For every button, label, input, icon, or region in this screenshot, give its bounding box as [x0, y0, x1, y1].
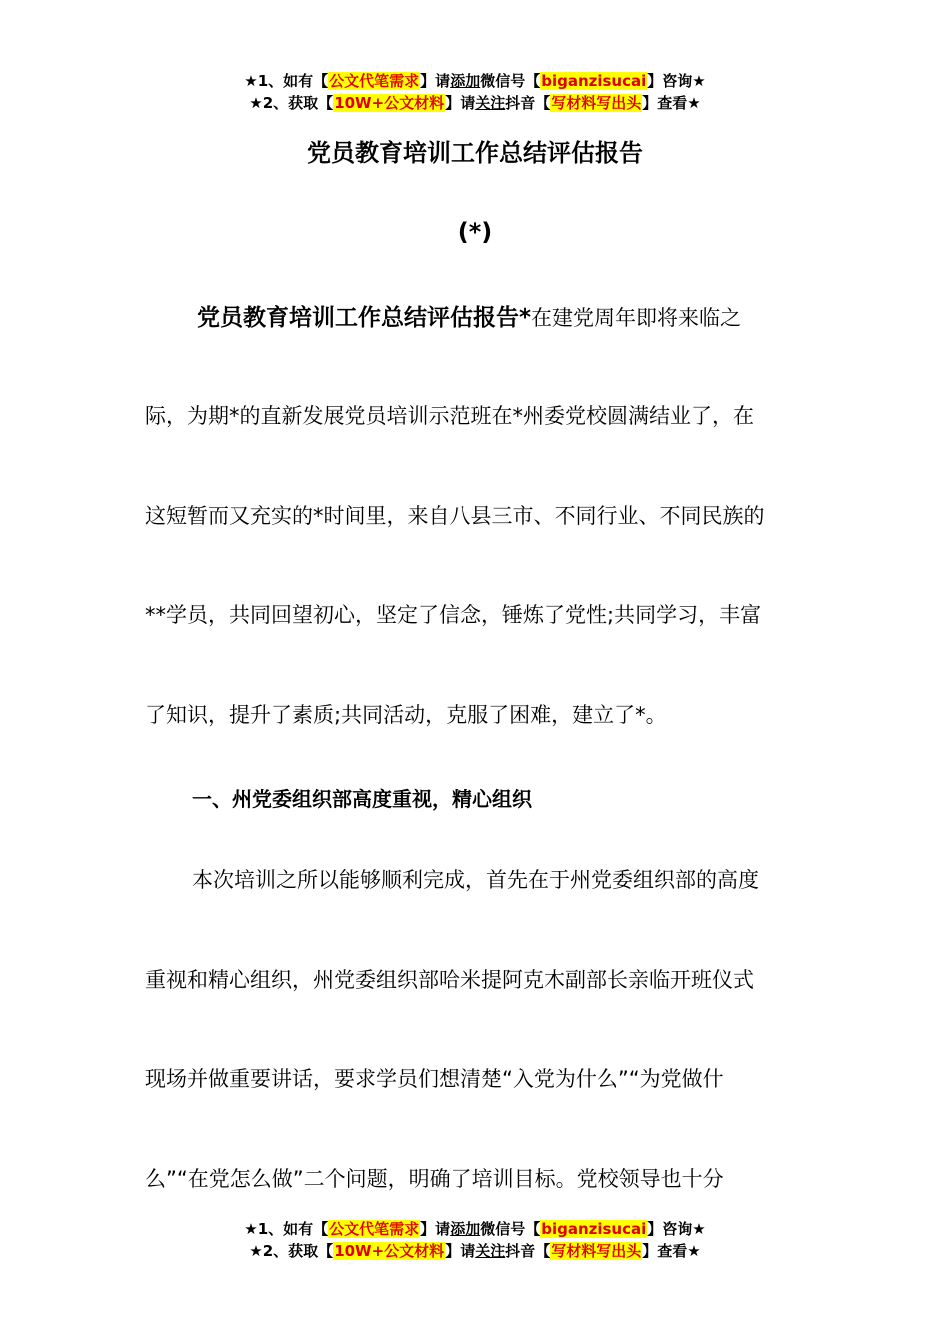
highlight-douyin: 写材料写出头: [551, 1242, 642, 1260]
highlight-materials: 10W+公文材料: [334, 94, 445, 112]
banner-underline: 添加: [450, 1220, 481, 1238]
highlight-materials: 10W+公文材料: [334, 1242, 445, 1260]
banner-text: 】咨询★: [647, 1220, 706, 1238]
paragraph-line: **学员，共同回望初心，坚定了信念，锤炼了党性;共同学习，丰富: [145, 603, 762, 627]
highlight-douyin: 写材料写出头: [551, 94, 642, 112]
paragraph-line: 这短暂而又充实的*时间里，来自八县三市、不同行业、不同民族的: [145, 504, 765, 528]
section-heading-1: 一、州党委组织部高度重视，精心组织: [192, 787, 532, 811]
banner-line-1: [0, 1218, 950, 1240]
paragraph-2-first-line: 本次培训之所以能够顺利完成，首先在于州党委组织部的高度: [192, 868, 759, 892]
highlight-wechat-id: biganzisucai: [541, 1220, 647, 1238]
banner-underline: 关注: [475, 94, 506, 112]
highlight-wechat-id: biganzisucai: [541, 72, 647, 90]
banner-text: 微信号【: [480, 1220, 541, 1238]
banner-text: 】请: [420, 72, 451, 90]
paragraph-line: 么”“在党怎么做”二个问题，明确了培训目标。党校领导也十分: [145, 1167, 724, 1191]
banner-line-2: [0, 1240, 950, 1262]
banner-line-2: [0, 92, 950, 114]
bottom-banner: [0, 1218, 950, 1262]
banner-text: 微信号【: [480, 72, 541, 90]
banner-text: 抖音【: [505, 94, 551, 112]
paragraph-line: 重视和精心组织，州党委组织部哈米提阿克木副部长亲临开班仪式: [145, 968, 754, 992]
document-subtitle: (*): [457, 218, 493, 246]
paragraph-1-first-line: [197, 303, 741, 333]
banner-line-1: [0, 70, 950, 92]
banner-text: ★1、如有【: [244, 1220, 329, 1238]
banner-text: 】查看★: [642, 94, 701, 112]
banner-underline: 关注: [475, 1242, 506, 1260]
inline-title: 党员教育培训工作总结评估报告*: [197, 305, 532, 331]
highlight-service: 公文代笔需求: [329, 1220, 420, 1238]
banner-text: ★2、获取【: [249, 1242, 334, 1260]
banner-text: ★1、如有【: [244, 72, 329, 90]
paragraph-text: 在建党周年即将来临之: [531, 306, 742, 330]
banner-text: 抖音【: [505, 1242, 551, 1260]
banner-text: 】请: [445, 1242, 476, 1260]
document-title: 党员教育培训工作总结评估报告: [307, 139, 643, 167]
paragraph-line: 了知识，提升了素质;共同活动，克服了困难，建立了*。: [145, 703, 667, 727]
banner-text: 】请: [445, 94, 476, 112]
banner-text: 】查看★: [642, 1242, 701, 1260]
paragraph-line: 际，为期*的直新发展党员培训示范班在*州委党校圆满结业了，在: [145, 404, 754, 428]
highlight-service: 公文代笔需求: [329, 72, 420, 90]
banner-text: 】请: [420, 1220, 451, 1238]
paragraph-line: 现场并做重要讲话，要求学员们想清楚“入党为什么”“为党做什: [145, 1067, 724, 1091]
banner-text: 】咨询★: [647, 72, 706, 90]
banner-text: ★2、获取【: [249, 94, 334, 112]
top-banner: [0, 70, 950, 114]
banner-underline: 添加: [450, 72, 481, 90]
